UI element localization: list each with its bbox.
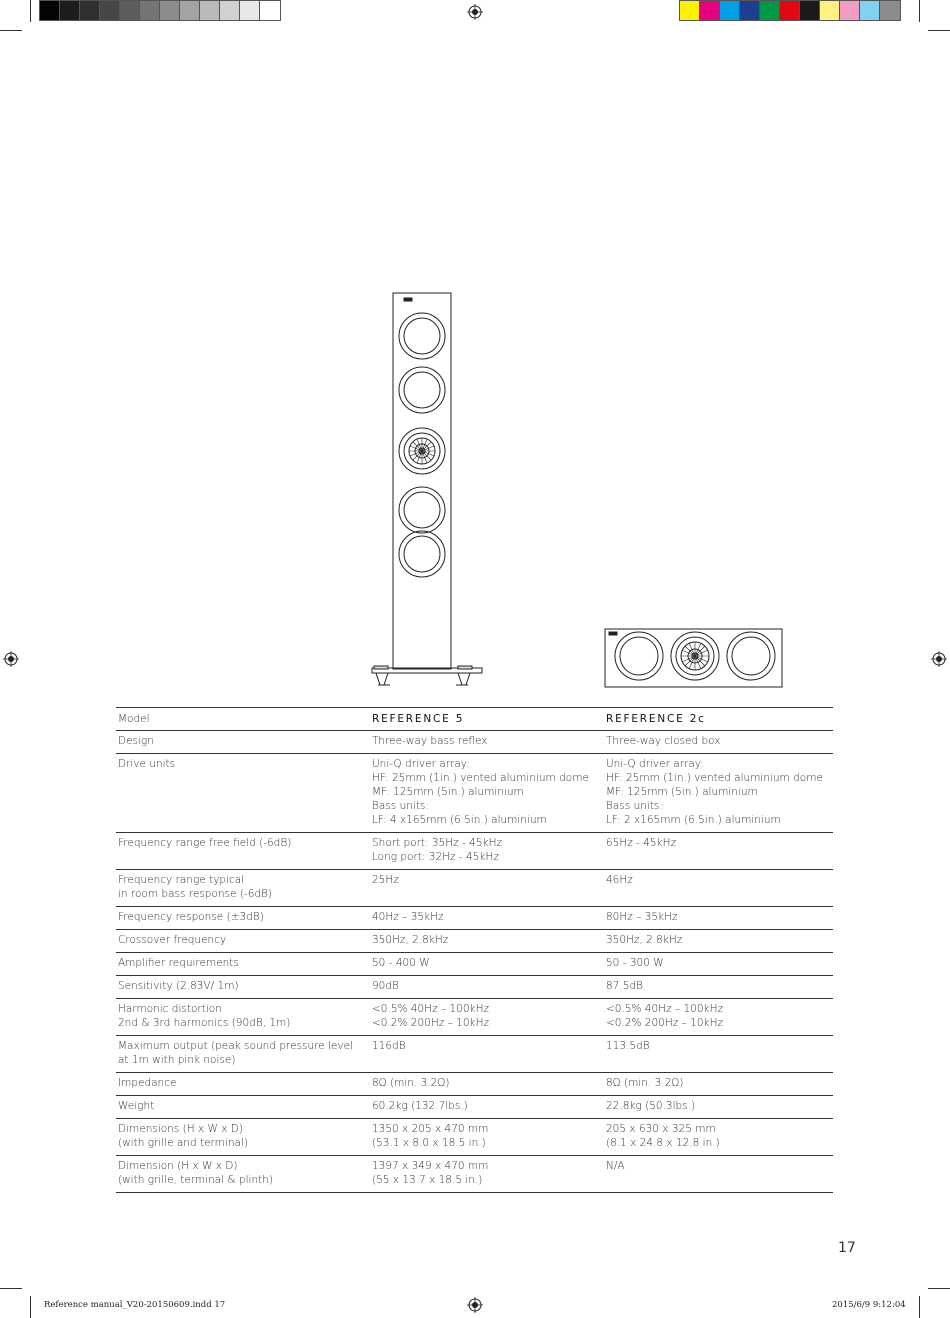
reference-5-value [370, 1073, 604, 1096]
spec-label-line: (with grille, terminal & plinth) [118, 1174, 273, 1186]
reference-2c-value-line: (8.1 x 24.8 x 12.8 in.) [606, 1137, 720, 1149]
reference-5-value-line: (55 x 13.7 x 18.5 in.) [372, 1174, 483, 1186]
reference-5-value-line: 50 - 400 W [372, 957, 430, 969]
spec-label-line: Crossover frequency [118, 934, 227, 946]
spec-label [116, 953, 370, 976]
table-row [116, 1156, 833, 1193]
reference-5-value-line: 40Hz – 35kHz [372, 911, 444, 923]
reference-5-value [370, 953, 604, 976]
gray-swatch [40, 1, 60, 20]
reference-5-value-line: HF: 25mm (1in.) vented aluminium dome [372, 772, 589, 784]
spec-label-line: Sensitivity (2.83V/ 1m) [118, 980, 239, 992]
table-row [116, 999, 833, 1036]
color-swatch [740, 1, 760, 20]
spec-label [116, 999, 370, 1036]
gray-swatch [120, 1, 140, 20]
reference-5-value-line: Long port: 32Hz - 45kHz [372, 851, 499, 863]
reference-5-value-line: 1397 x 349 x 470 mm [372, 1160, 489, 1172]
reference-5-value [370, 1119, 604, 1156]
reference-2c-value [604, 1156, 833, 1193]
reference-2c-value [604, 930, 833, 953]
spec-label-line: Dimensions (H x W x D) [118, 1123, 243, 1135]
color-swatch [720, 1, 740, 20]
reference-5-value [370, 930, 604, 953]
reference-2c-value-line: Three-way closed box [606, 735, 721, 747]
color-swatch [700, 1, 720, 20]
table-row [116, 731, 833, 754]
spec-label [116, 870, 370, 907]
table-row [116, 930, 833, 953]
reference-2c-value-line: HF: 25mm (1in.) vented aluminium dome [606, 772, 823, 784]
spec-label-line: Maximum output (peak sound pressure level [118, 1040, 353, 1052]
reference-2c-value [604, 976, 833, 999]
reference-2c-value [604, 999, 833, 1036]
reference-2c-value [604, 1119, 833, 1156]
table-row [116, 833, 833, 870]
model-reference-2c: REFERENCE 2c [604, 708, 833, 731]
reference-5-value [370, 754, 604, 833]
spec-label [116, 1156, 370, 1193]
color-swatch [680, 1, 700, 20]
gray-swatch [100, 1, 120, 20]
spec-label-line: Frequency range typical [118, 874, 245, 886]
color-swatch [820, 1, 840, 20]
reference-5-value [370, 907, 604, 930]
reference-2c-value [604, 870, 833, 907]
color-swatch [840, 1, 860, 20]
spec-label-line: Impedance [118, 1077, 177, 1089]
spec-label [116, 1119, 370, 1156]
reference-5-value [370, 1036, 604, 1073]
table-row [116, 1119, 833, 1156]
spec-label-line: Harmonic distortion [118, 1003, 222, 1015]
reference-5-value-line: 90dB [372, 980, 399, 992]
reference-5-value [370, 870, 604, 907]
reference-5-value-line: Three-way bass reflex [372, 735, 488, 747]
header-label: Model [116, 708, 370, 731]
spec-label [116, 1036, 370, 1073]
reference-2c-value-line: 22.8kg (50.3lbs.) [606, 1100, 696, 1112]
spec-label-line: Amplifier requirements [118, 957, 239, 969]
gray-swatch [160, 1, 180, 20]
reference-5-value-line: <0.2% 200Hz – 10kHz [372, 1017, 490, 1029]
table-header-row [116, 708, 833, 731]
table-row [116, 953, 833, 976]
gray-swatch [180, 1, 200, 20]
spec-label-line: Weight [118, 1100, 155, 1112]
spec-label-line: Design [118, 735, 154, 747]
reference-5-value-line: (53.1 x 8.0 x 18.5 in.) [372, 1137, 486, 1149]
grayscale-color-bar [39, 0, 281, 21]
page-number: 17 [838, 1240, 856, 1256]
reference-5-value [370, 999, 604, 1036]
spec-label [116, 731, 370, 754]
table-row [116, 870, 833, 907]
reference-5-value-line: 350Hz, 2.8kHz [372, 934, 449, 946]
footer-file-name: Reference manual_V20-20150609.indd 17 [44, 1300, 226, 1310]
registration-target-icon [467, 1297, 483, 1313]
spec-label [116, 976, 370, 999]
spec-label [116, 833, 370, 870]
reference-2c-value-line: 87.5dB [606, 980, 643, 992]
gray-swatch [220, 1, 240, 20]
table-row [116, 976, 833, 999]
reference-5-value-line: 8Ω (min. 3.2Ω) [372, 1077, 450, 1089]
spec-label-line: Dimension (H x W x D) [118, 1160, 238, 1172]
reference-5-value [370, 1096, 604, 1119]
color-swatch [880, 1, 900, 20]
reference-2c-value-line: 113.5dB [606, 1040, 650, 1052]
spec-label-line: in room bass response (-6dB) [118, 888, 273, 900]
reference-5-value-line: LF: 4 x165mm (6.5in.) aluminium [372, 814, 547, 826]
color-swatch [780, 1, 800, 20]
table-row [116, 1073, 833, 1096]
table-row [116, 1036, 833, 1073]
reference-5-value-line: 116dB [372, 1040, 406, 1052]
reference-5-value-line: 1350 x 205 x 470 mm [372, 1123, 489, 1135]
reference-2c-value [604, 1096, 833, 1119]
spec-label-line: Frequency response (±3dB) [118, 911, 264, 923]
crop-mark-bottom-left-v [30, 1296, 31, 1318]
reference-2c-value [604, 1036, 833, 1073]
reference-2c-value [604, 731, 833, 754]
footer-datetime: 2015/6/9 9:12:04 [832, 1300, 906, 1310]
reference-5-value [370, 833, 604, 870]
reference-2c-value-line: 65Hz - 45kHz [606, 837, 677, 849]
gray-swatch [60, 1, 80, 20]
reference-2c-value-line: <0.2% 200Hz – 10kHz [606, 1017, 724, 1029]
color-swatch [760, 1, 780, 20]
reference-5-value-line: MF: 125mm (5in.) aluminium [372, 786, 524, 798]
reference-2c-value-line: 80Hz – 35kHz [606, 911, 678, 923]
reference-5-speaker-illustration [368, 292, 486, 692]
specification-table [116, 707, 833, 1193]
reference-2c-value-line: 46Hz [606, 874, 633, 886]
gray-swatch [200, 1, 220, 20]
gray-swatch [240, 1, 260, 20]
reference-2c-value [604, 953, 833, 976]
spec-label [116, 1073, 370, 1096]
table-row [116, 907, 833, 930]
reference-5-value-line: Uni-Q driver array: [372, 758, 470, 770]
reference-5-value-line: Short port: 35Hz - 45kHz [372, 837, 502, 849]
table-row [116, 1096, 833, 1119]
reference-5-value-line: 25Hz [372, 874, 399, 886]
reference-5-value-line: 60.2kg (132.7lbs.) [372, 1100, 468, 1112]
registration-target-icon [3, 651, 19, 667]
reference-2c-value-line: N/A [606, 1160, 625, 1172]
reference-5-value [370, 1156, 604, 1193]
reference-2c-value-line: Uni-Q driver array: [606, 758, 704, 770]
table-row [116, 754, 833, 833]
gray-swatch [80, 1, 100, 20]
crop-mark-bottom-right [928, 1288, 950, 1289]
registration-target-icon [931, 651, 947, 667]
reference-2c-value-line: 8Ω (min. 3.2Ω) [606, 1077, 684, 1089]
spec-label [116, 754, 370, 833]
registration-target-icon [467, 4, 483, 20]
spec-label-line: Drive units [118, 758, 176, 770]
reference-5-value [370, 976, 604, 999]
reference-2c-value [604, 833, 833, 870]
reference-2c-value-line: LF: 2 x165mm (6.5in.) aluminium [606, 814, 781, 826]
reference-5-value-line: Bass units: [372, 800, 429, 812]
crop-mark-top-right [928, 30, 950, 31]
gray-swatch [260, 1, 280, 20]
reference-2c-value-line: <0.5% 40Hz – 100kHz [606, 1003, 724, 1015]
color-swatch [800, 1, 820, 20]
reference-2c-value [604, 1073, 833, 1096]
crop-mark-top-right-v [919, 0, 920, 22]
reference-2c-value-line: MF: 125mm (5in.) aluminium [606, 786, 758, 798]
process-color-bar [679, 0, 901, 21]
spec-label-line: Frequency range free field (-6dB) [118, 837, 292, 849]
color-swatch [860, 1, 880, 20]
crop-mark-bottom-right-v [919, 1296, 920, 1318]
crop-mark-top-left [0, 30, 22, 31]
reference-2c-value [604, 754, 833, 833]
reference-2c-value-line: 350Hz, 2.8kHz [606, 934, 683, 946]
crop-mark-top-left-v [30, 0, 31, 22]
reference-2c-speaker-illustration [604, 628, 784, 690]
crop-mark-bottom-left [0, 1288, 22, 1289]
spec-label [116, 907, 370, 930]
reference-2c-value-line: 50 - 300 W [606, 957, 664, 969]
spec-label-line: 2nd & 3rd harmonics (90dB, 1m) [118, 1017, 291, 1029]
spec-label [116, 930, 370, 953]
spec-label-line: at 1m with pink noise) [118, 1054, 236, 1066]
reference-2c-value-line: Bass units: [606, 800, 663, 812]
gray-swatch [140, 1, 160, 20]
model-reference-5: REFERENCE 5 [370, 708, 604, 731]
spec-label-line: (with grille and terminal) [118, 1137, 248, 1149]
reference-5-value [370, 731, 604, 754]
reference-5-value-line: <0.5% 40Hz – 100kHz [372, 1003, 490, 1015]
reference-2c-value [604, 907, 833, 930]
reference-2c-value-line: 205 x 630 x 325 mm [606, 1123, 716, 1135]
spec-label [116, 1096, 370, 1119]
